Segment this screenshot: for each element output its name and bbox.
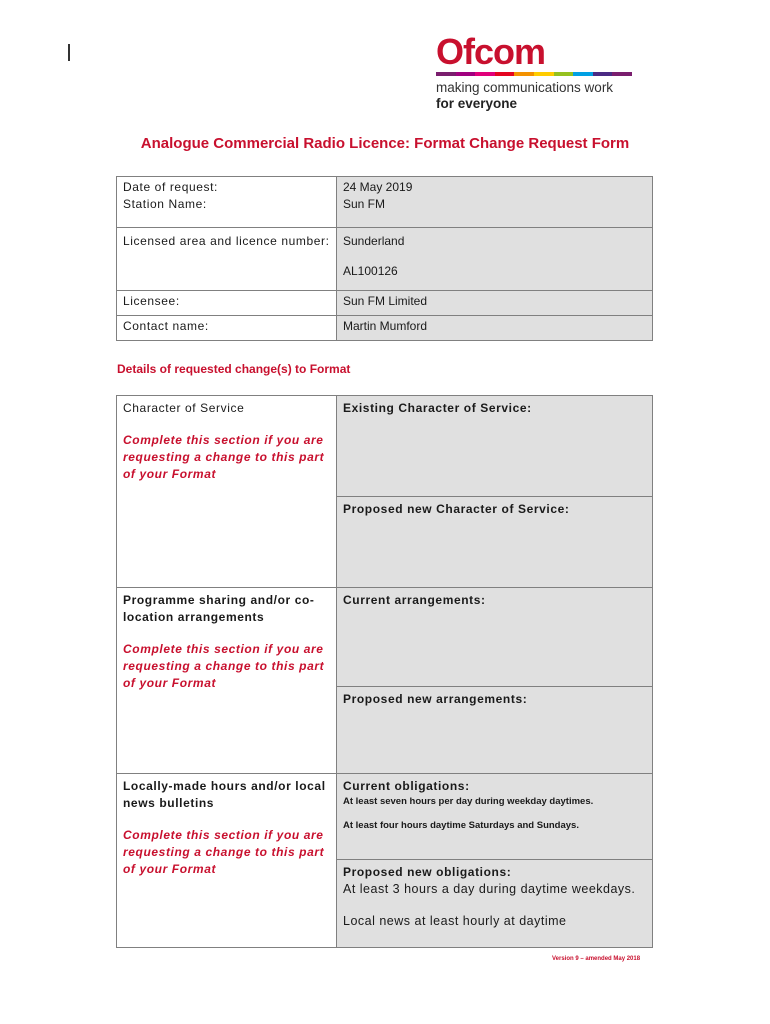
form-title: Analogue Commercial Radio Licence: Format Change Request Form [140,135,630,152]
licensee-value: Sun FM Limited [343,294,428,308]
licensee-label: Licensee: [123,294,180,308]
format-changes-table [116,395,653,948]
logo-tagline: making communications work [436,80,614,95]
proposed-character-cell[interactable] [337,497,653,588]
date-station-label-cell [117,177,337,228]
station-value: Sun FM [343,197,386,211]
licence-value: AL100126 [343,264,398,278]
area-value: Sunderland [343,234,405,248]
logo-color-segment [573,72,593,76]
proposed-obligations-cell[interactable] [337,860,653,948]
sharing-label: Programme sharing and/or co-location arrangements [123,593,315,624]
ofcom-logo [436,31,636,112]
sharing-label-cell [117,588,337,774]
proposed-character-label: Proposed new Character of Service: [343,502,570,516]
licensee-label-cell [117,291,337,316]
current-obligations-text-2: At least four hours daytime Saturdays and Sundays. [343,820,579,831]
proposed-arrangements-cell[interactable] [337,687,653,774]
logo-color-segment [534,72,554,76]
logo-color-bar [436,72,632,76]
area-value-cell[interactable] [337,228,653,291]
contact-label-cell [117,316,337,341]
date-station-value-cell[interactable] [337,177,653,228]
date-value: 24 May 2019 [343,180,413,194]
logo-color-segment [436,72,456,76]
logo-color-segment [514,72,534,76]
current-arrangements-label: Current arrangements: [343,593,486,607]
logo-color-segment [456,72,476,76]
contact-value: Martin Mumford [343,319,428,333]
section-heading: Details of requested change(s) to Format [117,362,351,376]
contact-value-cell[interactable] [337,316,653,341]
logo-color-segment [554,72,574,76]
logo-color-segment [495,72,515,76]
station-details-table [116,176,653,341]
existing-character-cell[interactable] [337,396,653,497]
proposed-arrangements-label: Proposed new arrangements: [343,692,528,706]
proposed-obligations-text-2: Local news at least hourly at daytime [343,914,567,928]
proposed-obligations-label: Proposed new obligations: [343,865,512,879]
existing-character-label: Existing Character of Service: [343,401,532,415]
logo-wordmark: Ofcom [436,31,546,72]
sharing-note: Complete this section if you are requesting a change to this part of your Format [123,642,325,690]
page-marker [68,44,70,61]
version-footer: Version 9 – amended May 2018 [552,956,641,962]
contact-label: Contact name: [123,319,209,333]
station-label: Station Name: [123,197,207,211]
proposed-obligations-text-1: At least 3 hours a day during daytime weekdays. [343,882,636,896]
area-label-cell [117,228,337,291]
local-label-cell [117,774,337,948]
date-label: Date of request: [123,180,218,194]
current-arrangements-cell[interactable] [337,588,653,687]
character-label: Character of Service [123,401,245,415]
character-label-cell [117,396,337,588]
logo-tagline-2: for everyone [436,96,518,111]
current-obligations-text-1: At least seven hours per day during weekday daytimes. [343,796,594,807]
logo-color-segment [475,72,495,76]
licensee-value-cell[interactable] [337,291,653,316]
character-note: Complete this section if you are requesting a change to this part of your Format [123,433,325,481]
current-obligations-cell[interactable] [337,774,653,860]
local-note: Complete this section if you are requesting a change to this part of your Format [123,828,325,876]
logo-color-segment [612,72,632,76]
area-label: Licensed area and licence number: [123,234,330,248]
logo-color-segment [593,72,613,76]
local-label: Locally-made hours and/or local news bulletins [123,779,326,810]
current-obligations-label: Current obligations: [343,779,470,793]
